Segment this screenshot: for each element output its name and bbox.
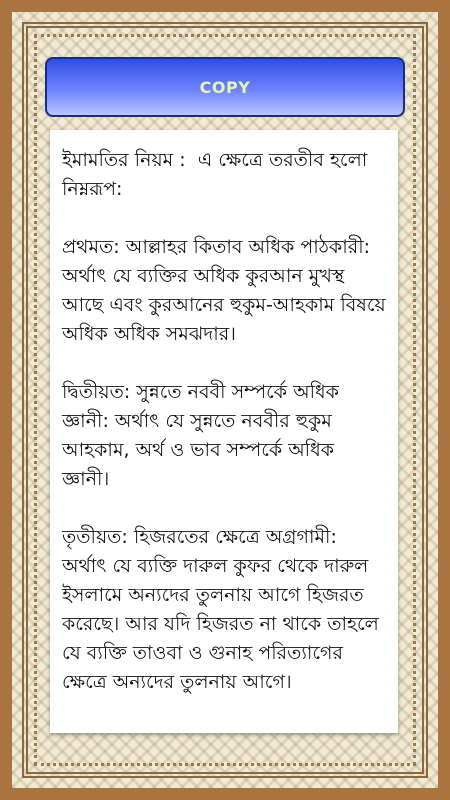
text-card[interactable]	[50, 130, 398, 733]
copy-button-label: COPY	[199, 77, 251, 97]
content-text: ইমামতির নিয়ম : এ ক্ষেত্রে তরতীব হলো নিম্নরূপ: প্রথমত: আল্লাহর কিতাব অধিক পাঠকারী: অর্থাৎ যে ব্যক্তির অধিক কুরআন মুখস্থ আছে এবং কুরআনের হুকুম-আহকাম বিষয়ে অধিক অধিক সমঝদার। দ্বিতীয়ত: সুন্নতে নববী সম্পর্কে অধিক জ্ঞানী: অর্থাৎ যে সুন্নতে নববীর হুকুম আহকাম, অর্থ ও ভাব সম্পর্কে অধিক জ্ঞানী। তৃতীয়ত: হিজরতের ক্ষেত্রে অগ্রগামী: অর্থাৎ যে ব্যক্তি দারুল কুফর থেকে দারুল ইসলামে অন্যদের তুলনায় আগে হিজরত করেছে। আর যদি হিজরত না থাকে তাহলে যে ব্যক্তি তাওবা ও গুনাহ পরিত্যাগের ক্ষেত্রে অন্যদের তুলনায় আগে।	[62, 149, 386, 693]
copy-button[interactable]	[45, 57, 405, 117]
